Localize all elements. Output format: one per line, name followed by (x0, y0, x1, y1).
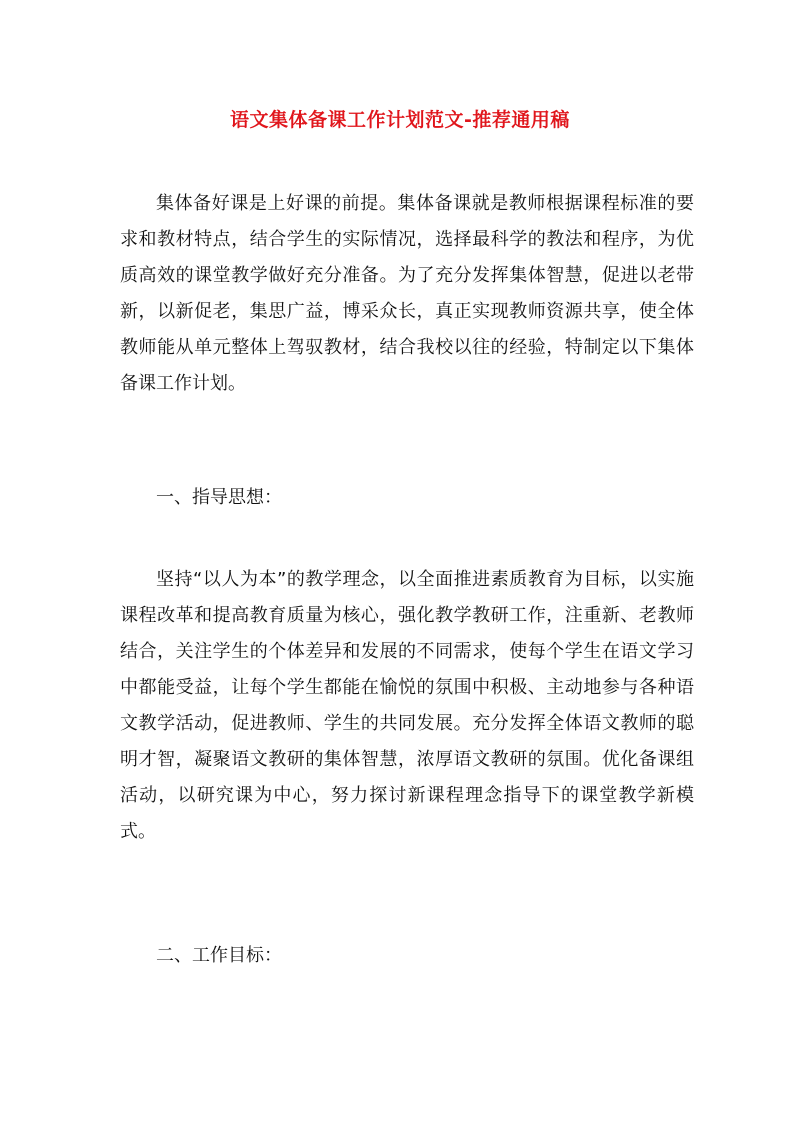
section-heading-guiding-ideology: 一、指导思想： (156, 487, 282, 508)
document-title: 语文集体备课工作计划范文-推荐通用稿 (230, 109, 570, 131)
intro-paragraph: 集体备好课是上好课的前提。集体备课就是教师根据课程标准的要求和教材特点，结合学生的实际情况，选择最科学的教法和程序，为优质高效的课堂教学做好充分准备。为了充分发挥集体智慧，促进以老带新，以新促老，集思广益，博采众长，真正实现教师资源共享，使全体教师能从单元整体上驾驭教材，结合我校以往的经验，特制定以下集体备课工作计划。 (120, 193, 694, 394)
section-heading-work-goals: 二、工作目标： (156, 945, 282, 966)
guiding-ideology-paragraph: 坚持“以人为本”的教学理念，以全面推进素质教育为目标，以实施课程改革和提高教育质量为核心，强化教学教研工作，注重新、老教师结合，关注学生的个体差异和发展的不同需求，使每个学生在语文学习中都能受益，让每个学生都能在愉悦的氛围中积极、主动地参与各种语文教学活动，促进教师、学生的共同发展。充分发挥全体语文教师的聪明才智，凝聚语文教研的集体智慧，浓厚语文教研的氛围。优化备课组活动，以研究课为中心，努力探讨新课程理念指导下的课堂教学新模式。 (120, 569, 694, 842)
